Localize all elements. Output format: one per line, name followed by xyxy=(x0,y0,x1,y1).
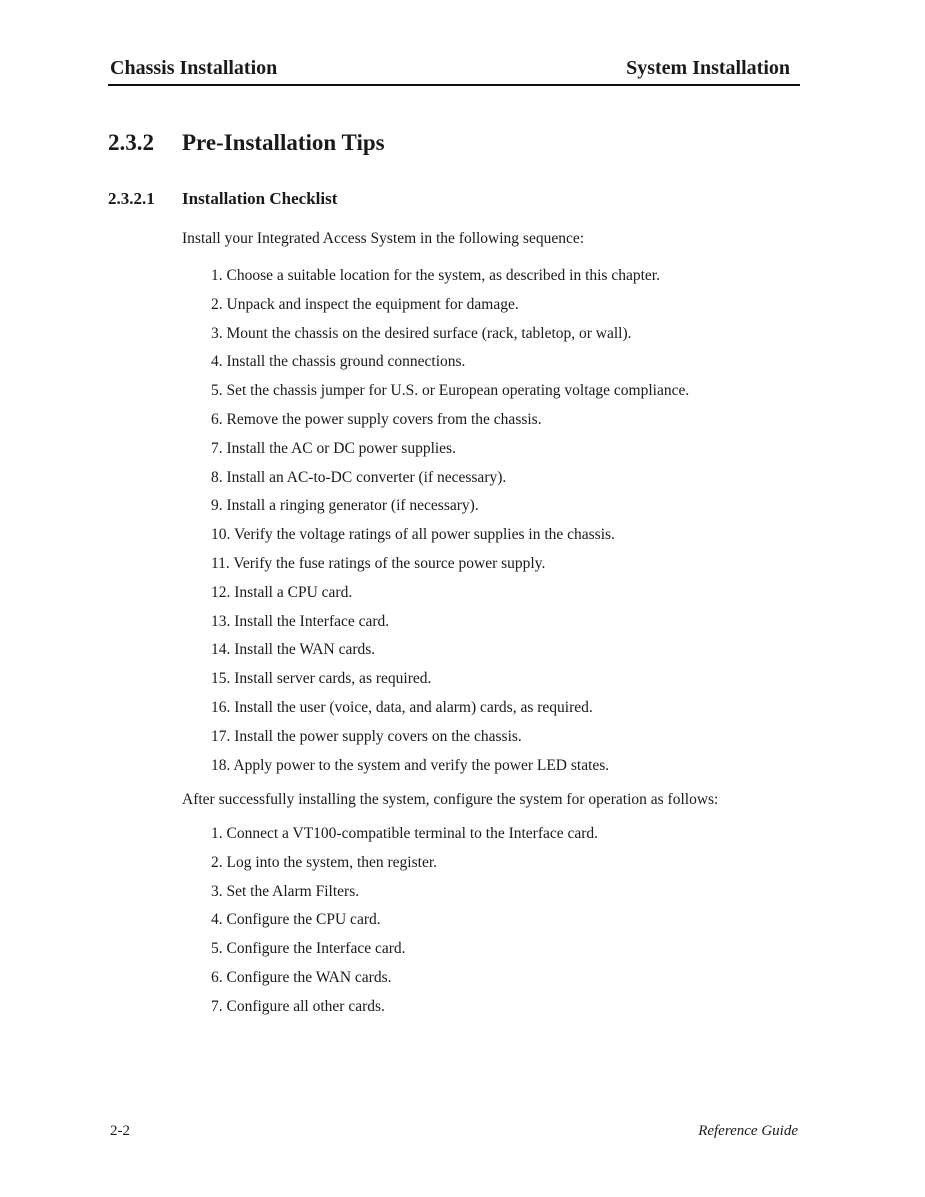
list-item: 3. Set the Alarm Filters. xyxy=(211,882,360,900)
header-section-title: System Installation xyxy=(626,57,790,79)
list-item: 5. Set the chassis jumper for U.S. or European operating voltage compliance. xyxy=(211,382,690,400)
list-item: 9. Install a ringing generator (if necessary). xyxy=(211,497,479,515)
list-item: 3. Mount the chassis on the desired surface (rack, tabletop, or wall). xyxy=(211,324,632,342)
list-item: 15. Install server cards, as required. xyxy=(211,670,432,688)
list-item: 1. Connect a VT100-compatible terminal to the Interface card. xyxy=(211,825,599,842)
list-item: 2. Log into the system, then register. xyxy=(211,853,438,871)
list-item: 8. Install an AC-to-DC converter (if necessary). xyxy=(211,468,507,486)
list-item: 2. Unpack and inspect the equipment for damage. xyxy=(211,295,519,313)
list-item: 10. Verify the voltage ratings of all power supplies in the chassis. xyxy=(211,526,615,544)
list-item: 6. Configure the WAN cards. xyxy=(211,968,392,986)
list-item: 1. Choose a suitable location for the system, as described in this chapter. xyxy=(211,267,660,284)
header-chapter-title: Chassis Installation xyxy=(110,57,278,79)
page-header xyxy=(108,56,800,86)
list-item: 4. Install the chassis ground connections. xyxy=(211,353,466,371)
list-item: 14. Install the WAN cards. xyxy=(211,641,376,659)
list-item: 6. Remove the power supply covers from the chassis. xyxy=(211,410,542,428)
config-steps-list xyxy=(211,824,598,1026)
footer-document-title: Reference Guide xyxy=(698,1123,798,1139)
list-item: 18. Apply power to the system and verify the power LED states. xyxy=(211,756,610,774)
list-item: 13. Install the Interface card. xyxy=(211,612,390,630)
list-item: 17. Install the power supply covers on the chassis. xyxy=(211,727,522,745)
section-title: Pre-Installation Tips xyxy=(182,130,385,155)
list-item: 7. Configure all other cards. xyxy=(211,997,385,1015)
list-item: 12. Install a CPU card. xyxy=(211,583,353,601)
list-item: 5. Configure the Interface card. xyxy=(211,940,406,958)
page-number: 2-2 xyxy=(110,1123,130,1139)
list-item: 16. Install the user (voice, data, and alarm) cards, as required. xyxy=(211,698,593,716)
config-intro: After successfully installing the system, configure the system for operation as follows: xyxy=(182,791,719,808)
subsection-number: 2.3.2.1 xyxy=(108,189,155,208)
list-item: 7. Install the AC or DC power supplies. xyxy=(211,439,456,457)
list-item: 4. Configure the CPU card. xyxy=(211,911,381,929)
install-steps-list xyxy=(211,266,689,784)
subsection-title: Installation Checklist xyxy=(182,189,338,208)
install-intro: Install your Integrated Access System in the following sequence: xyxy=(182,230,585,247)
section-number: 2.3.2 xyxy=(108,130,154,155)
list-item: 11. Verify the fuse ratings of the source power supply. xyxy=(211,554,546,572)
